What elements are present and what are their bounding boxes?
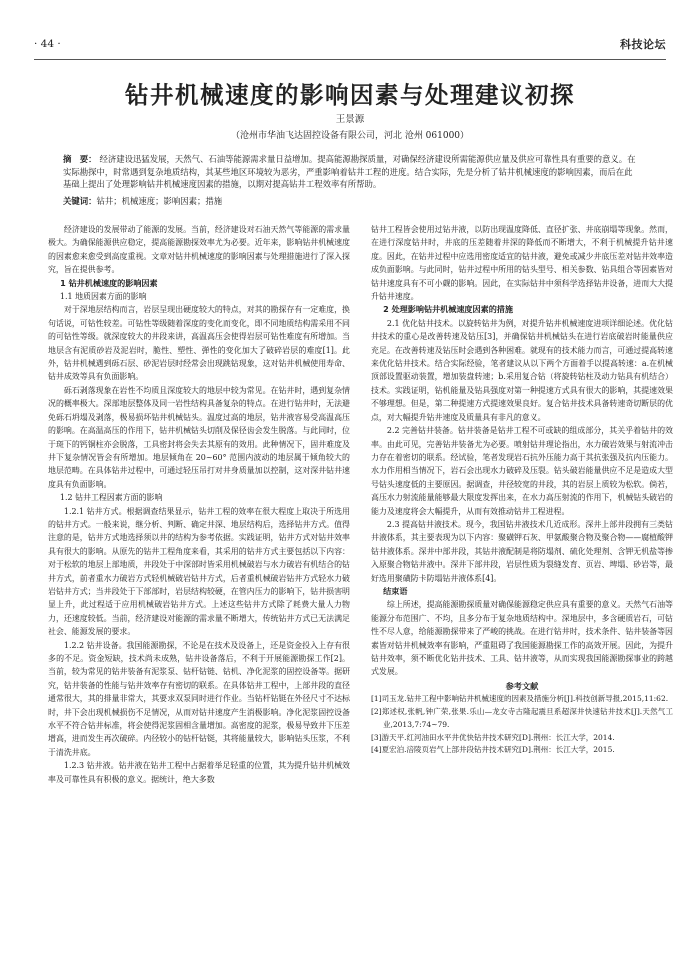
paragraph: 1.2.3 钻井液。钻井液在钻井工程中占据着举足轻重的位置，其为提升钻井机械效率及可靠性具有积极的意义。据统计，绝大多数 <box>48 761 350 784</box>
reference-item: [3]游天平.红河油田水平井优快钻井技术研究[D].荆州：长江大学，2014. <box>371 732 615 742</box>
section-1-2-heading: 1.2 钻井工程因素方面的影响 <box>59 493 163 503</box>
header-rule <box>34 59 666 60</box>
abstract <box>63 153 638 191</box>
page-number: · 44 · <box>34 38 61 50</box>
section-1-heading: 1 钻井机械速度的影响因素 <box>60 277 158 288</box>
abstract-label: 摘 要： <box>63 154 97 164</box>
intro-paragraph: 经济建设的发展带动了能源的发展。当前，经济建设对石油天然气等能源的需求量极大。为确保能源供应稳定，提高能源勘探效率尤为必要。近年来，影响钻井机械速度的因素愈来愈受到高度重视。文章对钻井机械速度的影响因素与处理措施进行了深入探究，旨在提供参考。 <box>48 225 350 275</box>
paragraph: 1.2.1 钻井方式。根据调查结果显示，钻井工程的效率在很大程度上取决于所选用的钻井方式。一般来说，继分析、判断、确定井深、地层结构后，选择钻井方式。值得注意的是，钻井方式地选择须以井的结构为参考依据。实践证明，钻井方式对钻井效率具有很大的影响。从原先的钻井工程角度来看，其采用的钻井方式主要包括以下内容：对于松软的地层上部地质，井段处于中深部时皆采用机械破岩与水力破岩有机结合的钻井方式，前者重水力破岩方式轻机械破岩钻井方式，后者重机械破岩钻井方式轻水力破岩钻井方式；当井段处于下部部时，岩层结构较硬，在管内压力的影响下，钻井损害明显上升，此过程适于应用机械破岩钻井方式。上述这些钻井方式除了耗费大量人力物力，还速度较低。当前，经济建设对能源的需求量不断增大，传统钻井方式已无法满足社会、能源发展的要求。 <box>48 506 350 637</box>
paragraph: 2.3 提高钻井液技术。现今，我国钻井液技术几近成形。深井上部井段拥有三类钻井液体系，其主要表现为以下内容：聚磺钾石灰、甲氨酸聚合物及聚合物——腐植酸钾钻井液体系。深井中部井段，其钻井液配制是将防塌剂、硫化处理剂、含钾无机盐等掺入原聚合物钻井液中。深井下部井段，岩层性质为裂缝发育、页岩、埤塌、砂岩等，最好选用聚磺防卡防塌钻井液体系[4]。 <box>371 519 673 583</box>
article-title: 钻井机械速度的影响因素与处理建议初探 <box>125 81 575 109</box>
paragraph: 综上所述，提高能源勘探质量对确保能源稳定供应具有重要的意义。天然气石油等能源分布范围广、不均，且多分布于复杂地质结构中。深地层中，多含硬质岩石，可钻性不尽人意，给能源勘探带来了严峻的挑战。在进行钻井时，技术条件、钻井装备等因素皆对钻井机械效率有影响，严重阻碍了我国能源勘探工作的高效开展。因此，为提升钻井效率，须不断优化钻井技术、工具、钻井液等，从而实现我国能源勘探事业的跨越式发展。 <box>371 600 673 677</box>
section-2-heading: 2 处理影响钻井机械速度因素的措施 <box>383 304 513 315</box>
paragraph: 对于深地层结构而言，岩层呈现出硬度较大的特点，对其的勘探存有一定难度，换句话说，可钻性较差。可钻性等级随着深度的变化而变化，即不同地质结构需采用不同的可钻性等级。就深度较大的井段来讲，高温高压会使得岩层可钻性难度有所增加。当地层含有泥质砂岩及泥岩时，脆性、塑性、弹性的变化加大了破碎岩层的难度[1]。此外，钻井机械遇到砾石层、砂泥岩层时经常会出现跳钻现象，这对钻井机械使用寿命、钻井成效等具有负面影响。 <box>48 305 350 382</box>
right-column <box>371 223 673 757</box>
paragraph: 钻井工程皆会使用过钻井液，以防出现温度降低、直径扩张、井底崩塌等现象。然而，在进行深度钻井时，井底的压差随着井深的降低而不断增大，不利于机械提升钻井速度。因此，在钻井过程中应选用密度适宜的钻井液，避免或减少井底压差对钻井效率造成负面影响。与此同时，钻井过程中所用的钻头型号、相关参数、钻具组合等因素皆对钻井速度具有不可小觑的影响。因此，在实际钻井中须科学选择钻井设备，进而大大提升钻井速度。 <box>371 225 673 302</box>
keywords <box>63 195 638 207</box>
reference-item: [4]夏宏泊.涪陵页岩气上部井段钻井技术研究[D].荆州：长江大学，2015. <box>371 745 615 755</box>
section-1-1-heading: 1.1 地质因素方面的影响 <box>59 292 147 302</box>
abstract-text: 经济建设迅猛发展，天然气、石油等能源需求量日益增加。提高能源勘探质量，对确保经济建设所需能源供应量及供应可靠性具有重要的意义。在实际勘探中，时常遇到复杂地质结构，其某些地区环境较为恶劣，严重影响着钻井工程的进度。结合实际，先是分析了钻井机械速度的影响因素，而后在此基础上提出了处理影响钻井机械速度因素的措施，以期对提高钻井工程效率有所帮助。 <box>63 154 636 190</box>
reference-item: [2]郑述权,张帆,钟广荣,张果.乐山—龙女寺古隆起震旦系超深井快速钻井技术[J].天然气工业,2013,7:74~79. <box>371 707 673 729</box>
paragraph: 砾石剥落现象在岩性不均质且深度较大的地层中较为常见。在钻井时，遇到复杂情况的概率极大。深部地层整体及同一岩性结构具备复杂的特点。在进行钻井时，无法避免砾石坍塌及剥落，极易损坏钻井机械钻头。温度过高的地层，钻井液容易受高温高压的影响。在高温高压的作用下，钻井机械钻头切削及保径齿会发生脱落。与此同时，位于斑下的钙铜柱亦会脱落，工具密封将会失去其原有的效用。此种情况下，固井难度及井下复杂情况皆会有所增加。地层倾角在 20~60° 范围内波动的地层属于倾角较大的地层范畴。在具体钻井过程中，可通过轻压吊打对井身质量加以控制，这对深井钻井速度具有负面影响。 <box>48 385 350 489</box>
reference-item: [1]司玉龙.钻井工程中影响钻井机械速度的因素及措施分析[J].科技创新导报,2015,11:62. <box>371 694 669 704</box>
conclusion-heading: 结束语 <box>383 585 408 596</box>
article-author: 王景源 <box>335 114 365 125</box>
journal-section: 科技论坛 <box>620 38 666 51</box>
keywords-text: 钻井；机械速度；影响因素；措施 <box>96 196 223 206</box>
paragraph: 2.2 完善钻井装备。钻井装备是钻井工程不可或缺的组成部分，其关乎着钻井的效率。由此可见，完善钻井装备尤为必要。喷射钻井理论指出，水力破岩效果与射流冲击力存在着密切的联系。经试验，笔者发现岩石抗外压能力高于其抗张强及抗内压能力。水力作用相当情况下，岩石会出现水力破碎及压裂。钻头破岩能量供应不足是造成大型号钻头速度低的主要原因。据调查，井径较宽的井段，其的岩层上质较为松软。倘若，高压水力射流能量能够最大限度发挥出来，在水力高压射流的作用下，机械钻头破岩的能力及速度将会大幅提升，从而有效推动钻井工程进程。 <box>371 426 673 516</box>
left-column <box>48 223 350 786</box>
page-header <box>34 36 666 56</box>
article-affiliation: （沧州市华油飞达固控设备有限公司，河北 沧州 061000） <box>230 131 470 141</box>
paragraph: 1.2.2 钻井设备。我国能源勘探，不论是在技术及设备上，还是资金投入上存有很多的不足。资金短缺，技术尚未成熟，钻井设备落后，不利于开展能源勘探工作[2]。当前，较为常见的钻井装备有泥浆泵、钻杆钻链、钻机、净化泥浆的固控设备等。据研究，钻井装备的性能与钻井效率存有密切的联系。在具体钻井工程中，上部井段的直径通常很大，其的排量非常大，其要求双泵同时进行作业。当钻杆钻铤在外径尺寸不达标时，井下会出现机械损伤不足情况，从而对钻井速度产生消极影响。净化泥浆固控设备水平不符合钻井标准，将会使得泥浆固相含量增加。高密度的泥浆，极易导致井下压差增高，进而发生再次破碎。内径较小的钻杆钻铤，其将能量较大，影响钻头压浆，不利于清洗井底。 <box>48 640 350 757</box>
references-heading: 参考文献 <box>505 680 539 691</box>
paragraph: 2.1 优化钻井技术。以旋转钻井为例，对提升钻井机械速度进项详细论述。优化钻井技术的重心是改善转速及钻压[3]，并确保钻井机械钻头在进行岩底破岩时能量供应充足。在改善转速及钻压时会遇到各种困难。就现有的技术能力而言，可通过提高转速来优化钻井技术。结合实际经验，笔者建议从以下两个方面着手以提高转速：a.在机械顶部设置驱动装置，增加装盘转速；b.采用复合钻（将旋转钻柱及动力钻具有机结合）技术。实践证明，钻机能量及钻具强度对第一种提速方式具有很大的影响，其提速效果不够理想。但是，第二种提速方式提速效果良好。复合钻井技术具备转速奇切断层的优点，对大幅提升钻井速度及质量具有非凡的意义。 <box>371 318 673 422</box>
keywords-label: 关键词： <box>63 196 97 206</box>
